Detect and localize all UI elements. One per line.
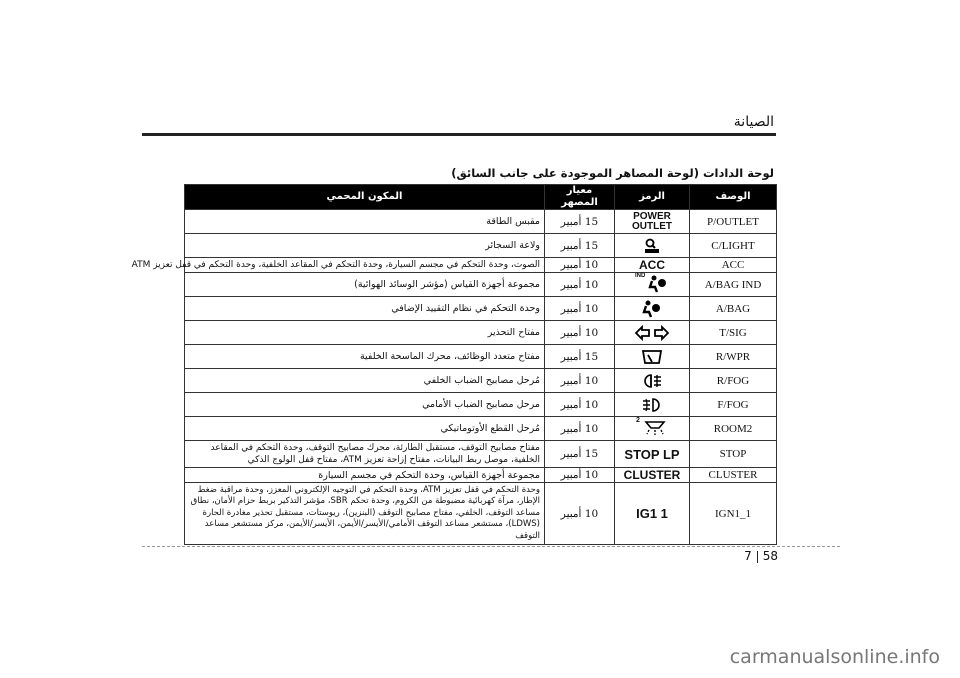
table-row	[185, 258, 777, 273]
table-row	[185, 345, 777, 369]
cell-protected: وحدة التحكم في نظام التقييد الإضافي	[185, 297, 545, 321]
cell-protected: مرحل مصابيح الضباب الأمامي	[185, 393, 545, 417]
room-lamp-icon	[643, 420, 667, 436]
cell-protected: مجموعة أجهزة القياس (مؤشر الوسائد الهوائية)	[185, 273, 545, 297]
cell-rating: 10 أمبير	[545, 417, 615, 441]
cell-protected: مفتاح التحذير	[185, 321, 545, 345]
airbag-indicator-icon	[646, 275, 668, 293]
turn-signal-icon	[635, 326, 669, 340]
cell-rating: 10 أمبير	[545, 297, 615, 321]
table-row	[185, 468, 777, 483]
cell-rating: 15 أمبير	[545, 345, 615, 369]
room-lamp-number: 2	[636, 417, 640, 424]
cell-protected: مجموعة أجهزة القياس، وحدة التحكم في مجسم السيارة	[185, 468, 545, 483]
page-separator	[757, 551, 758, 563]
power-outlet-symbol	[615, 210, 690, 234]
table-row	[185, 210, 777, 234]
power-outlet-label: POWER OUTLET	[632, 210, 672, 232]
cell-rating: 10 أمبير	[545, 258, 615, 273]
cell-description: IGN1_1	[690, 483, 777, 545]
fuse-table	[131, 184, 777, 545]
cell-rating: 15 أمبير	[545, 210, 615, 234]
header-protected: المكون المحمي	[185, 185, 545, 210]
cell-rating: 10 أمبير	[545, 273, 615, 297]
cell-description: C/LIGHT	[690, 234, 777, 258]
cell-rating: 10 أمبير	[545, 483, 615, 545]
rear-fog-icon	[641, 373, 663, 389]
table-header-row	[185, 185, 777, 210]
header-description: الوصف	[690, 185, 777, 210]
cell-description: ACC	[690, 258, 777, 273]
table-row	[185, 234, 777, 258]
cell-protected: مفتاح متعدد الوظائف، محرك الماسحة الخلفية	[185, 345, 545, 369]
header-rating: معيار المصهر	[545, 185, 615, 210]
acc-label: ACC	[639, 258, 665, 272]
front-fog-icon	[641, 397, 663, 413]
cell-rating: 10 أمبير	[545, 468, 615, 483]
cell-description: R/FOG	[690, 369, 777, 393]
stop-lp-label: STOP LP	[624, 446, 680, 462]
cell-rating: 10 أمبير	[545, 393, 615, 417]
cell-description: T/SIG	[690, 321, 777, 345]
section-title: الصيانة	[733, 114, 774, 130]
table-row	[185, 393, 777, 417]
watermark: carmanualsonline.info	[729, 646, 940, 668]
table-row	[185, 417, 777, 441]
cell-description: ROOM2	[690, 417, 777, 441]
cell-rating: 10 أمبير	[545, 369, 615, 393]
room-lamp-symbol	[636, 417, 668, 437]
table-row	[185, 297, 777, 321]
cell-protected: وحدة التحكم في قفل تعزيز ATM، وحدة التحكم في التوجيه الإلكتروني المعزز، وحدة مراقبة ضغط الإطار، مرآة كهربائية مضبوطة من الكروم، وحدة تحكم SBR، مؤشر التذكير بربط حزام الأمان، نطاق مساعد التوقف، الخلفي، مفتاح مصابيح التوقف (البنزين)، ريوستات، مستقبل تحذير مغادرة الحارة (LDWS)، مستشعر مساعد التوقف الأمامي/الأيسر/الأيمن، الأيسر/الأيمن، مركز مستشعر مساعد التوقف	[185, 483, 545, 545]
cell-description: F/FOG	[690, 393, 777, 417]
top-rule	[142, 133, 776, 136]
page-index: 58	[762, 549, 778, 563]
cell-rating: 15 أمبير	[545, 441, 615, 468]
page-number	[744, 549, 778, 563]
page-chapter: 7	[744, 549, 752, 563]
rear-wiper-icon	[641, 349, 663, 365]
cell-description: R/WPR	[690, 345, 777, 369]
cell-rating: 15 أمبير	[545, 234, 615, 258]
cell-protected: مفتاح مصابيح التوقف، مستقبل الطارئة، محرك مصابيح التوقف، وحدة التحكم في المقاعد الخلفية، موصل ربط البيانات، مفتاح إزاحة تعزيز ATM، مفتاح قفل الولوج الذكي	[185, 441, 545, 468]
table-title: لوحة الدادات (لوحة المصاهر الموجودة على جانب السائق)	[451, 166, 774, 180]
bottom-rule	[142, 546, 840, 547]
cell-description: A/BAG	[690, 297, 777, 321]
cell-protected: ولاعة السجائر	[185, 234, 545, 258]
ind-label: IND	[635, 273, 646, 279]
table-row	[185, 441, 777, 468]
cell-description: STOP	[690, 441, 777, 468]
ig1-label: IG1 1	[636, 506, 668, 521]
cell-description: CLUSTER	[690, 468, 777, 483]
cigar-lighter-icon	[643, 237, 661, 255]
cell-description: P/OUTLET	[690, 210, 777, 234]
table-row	[185, 321, 777, 345]
cell-protected: مقبس الطاقة	[185, 210, 545, 234]
cell-protected: الصوت، وحدة التحكم في مجسم السيارة، وحدة التحكم في المقاعد الخلفية، وحدة التحكم في قفل تعزيز ATM	[185, 258, 545, 273]
table-row	[185, 483, 777, 545]
cell-protected: مُرحل القطع الأوتوماتيكي	[185, 417, 545, 441]
airbag-indicator-symbol	[635, 273, 669, 293]
cell-protected: مُرحل مصابيح الضباب الخلفي	[185, 369, 545, 393]
table-row	[185, 369, 777, 393]
cell-description: A/BAG IND	[690, 273, 777, 297]
cell-rating: 10 أمبير	[545, 321, 615, 345]
airbag-icon	[641, 300, 663, 318]
table-row	[185, 273, 777, 297]
cluster-label: CLUSTER	[623, 468, 681, 482]
header-symbol: الرمز	[615, 185, 690, 210]
